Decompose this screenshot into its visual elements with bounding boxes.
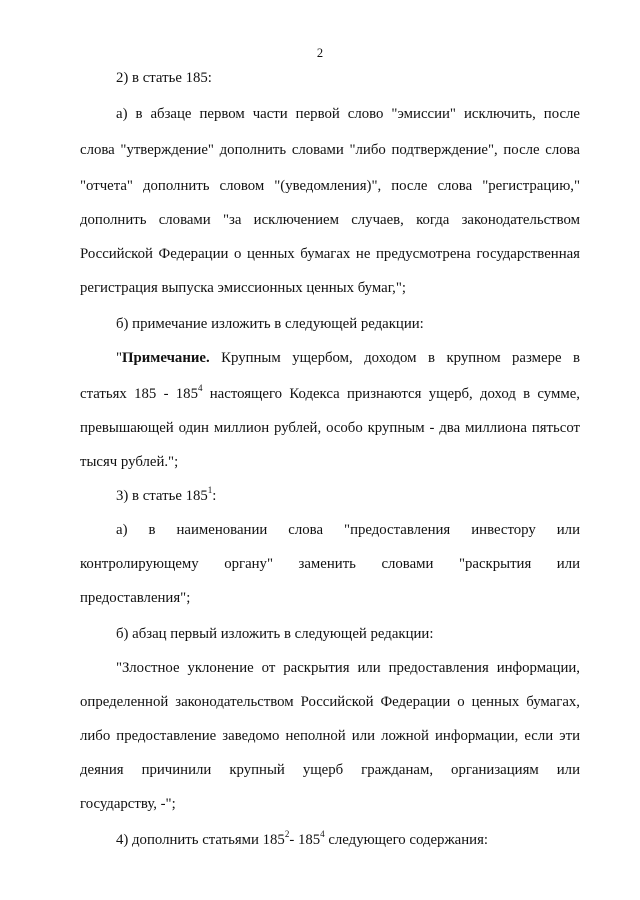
item-3a-line: предоставления"; (80, 590, 191, 606)
note-bold-label: Примечание. (122, 350, 210, 366)
item-4: 4) дополнить статьями $185^2-$ $185^4$ следующего содержания: (116, 829, 488, 848)
item-2-heading: 2) в статье 185: (116, 70, 212, 86)
item-2a-line: регистрация выпуска эмиссионных ценных бумаг,"; (80, 280, 406, 296)
superscript: 2 (284, 829, 290, 840)
item-3a-line: контролирующему органу" заменить словами "раскрытия или (80, 556, 580, 572)
item-2b: б) примечание изложить в следующей редакции: (116, 316, 424, 332)
item-3b-quote-line: "Злостное уклонение от раскрытия или предоставления информации, (116, 660, 580, 676)
item-3b-quote-line: деяния причинили крупный ущерб гражданам, организациям или (80, 762, 580, 778)
item-3a-line: а) в наименовании слова "предоставления инвестору или (116, 522, 580, 538)
note-line: "Примечание. Крупным ущербом, доходом в крупном размере в (116, 350, 580, 366)
superscript: 1 (207, 485, 213, 496)
note-line: статьях $185 - 185^4$ настоящего Кодекса признаются ущерб, доход в сумме, (80, 383, 580, 402)
superscript: 4 (320, 829, 325, 840)
item-2a-line: "отчета" дополнить словом "(уведомления)", после слова "регистрацию," (80, 178, 580, 194)
item-3b-quote-line: определенной законодательством Российской Федерации о ценных бумагах, (80, 694, 580, 710)
item-2a-line: слова "утверждение" дополнить словами "либо подтверждение", после слова (80, 142, 580, 158)
item-3b-quote-line: либо предоставление заведомо неполной или ложной информации, если эти (80, 728, 580, 744)
item-2a-line: Российской Федерации о ценных бумагах не предусмотрена государственная (80, 246, 580, 262)
item-2a-line: дополнить словами "за исключением случаев, когда законодательством (80, 212, 580, 228)
superscript: 4 (197, 383, 203, 394)
page-number: 2 (316, 46, 324, 60)
note-line: тысяч рублей."; (80, 454, 179, 470)
note-line: превышающей один миллион рублей, особо крупным - два миллиона пятьсот (80, 420, 580, 436)
item-3b-quote-line: государству, -"; (80, 796, 176, 812)
item-3b: б) абзац первый изложить в следующей редакции: (116, 626, 434, 642)
item-2a-line: а) в абзаце первом части первой слово "эмиссии" исключить, после (116, 106, 580, 122)
item-3-heading: 3) в статье $185^1$: (116, 485, 217, 504)
